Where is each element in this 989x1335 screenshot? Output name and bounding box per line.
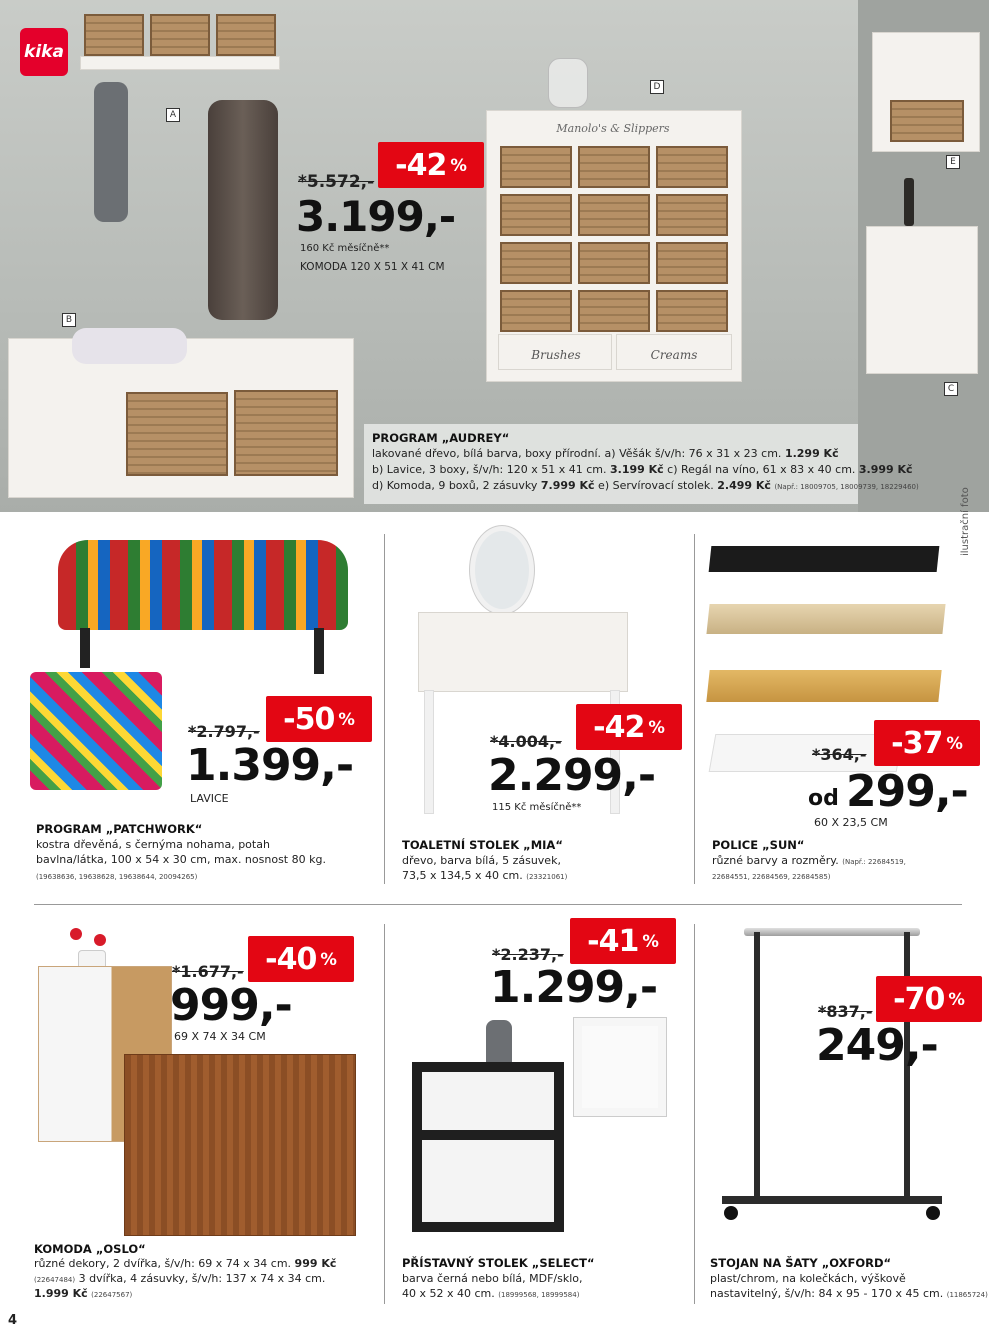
pillow-image [72,328,187,364]
shelf-black-image [709,546,940,572]
sun-discount-value: -37 [891,725,943,761]
oslo-desc3-row [34,1287,132,1302]
cart-crate [890,100,964,142]
hero-desc-line2b-price: 3.999 Kč [858,463,913,476]
dresser-crate [656,194,728,236]
patchwork-codes: (19638636, 19638628, 19638644, 20094265) [36,873,198,881]
hero-discount-badge [378,142,484,188]
mia-sub: 115 Kč měsíčně** [492,802,582,813]
kika-logo: kika [20,28,68,76]
hero-banner [0,0,989,512]
oxford-title: STOJAN NA ŠATY „OXFORD“ [710,1256,892,1270]
hero-monthly: 160 Kč měsíčně** [300,243,390,254]
bench-leg-left [80,628,90,668]
mia-discount-badge [576,704,682,750]
sun-new-price: 299,- [846,766,968,817]
hero-desc-line2-price: 3.199 Kč [609,463,664,476]
select-black-table-shelf [420,1130,556,1140]
coat-image [208,100,278,320]
oslo-discount-badge [248,936,354,982]
oxford-old-price: *837,- [818,1002,873,1021]
patchwork-old-price: *2.797,- [188,722,260,741]
hero-desc-line3b-price: 2.499 Kč [717,479,771,492]
patchwork-new-price: 1.399,- [186,740,354,791]
column-divider-3 [384,924,385,1304]
select-desc2: 40 x 52 x 40 cm. [402,1287,495,1300]
sun-sub: 60 X 23,5 CM [814,816,888,829]
patchwork-ottoman-image [30,672,162,790]
patchwork-bench-image [58,540,348,630]
mia-table-image [418,612,628,692]
patchwork-discount-percent: % [338,709,355,729]
hero-desc-line3-price: 7.999 Kč [540,479,595,492]
mia-discount-percent: % [648,717,665,737]
mia-desc2-row [402,869,567,884]
bench-leg-right [314,628,324,674]
patchwork-desc1: kostra dřevěná, s černýma nohama, potah [36,838,270,851]
bench-crate-2 [234,390,338,476]
patchwork-desc2: bavlna/látka, 100 x 54 x 30 cm, max. nosnost 80 kg. [36,853,326,866]
row-divider [34,904,962,905]
oxford-codes: (11865724) [946,1291,988,1299]
dresser-crate [578,290,650,332]
select-white-table-image [574,1018,666,1116]
dresser-drawer-right: Creams [650,348,698,362]
patchwork-discount-badge [266,696,372,742]
wine-bottle-image [904,178,914,226]
select-vase-image [486,1020,512,1068]
oslo-codes-b: (22647567) [91,1291,133,1299]
dresser-crate [656,242,728,284]
dresser-crate [500,242,572,284]
label-letter-d: D [650,80,664,94]
oslo-desc3-price: 1.999 Kč [34,1287,88,1300]
dresser-drawer-left: Brushes [531,348,581,362]
mia-mirror-image [470,526,534,614]
dresser-crate [578,194,650,236]
oxford-discount-badge [876,976,982,1022]
oslo-desc1: různé dekory, 2 dvířka, š/v/h: 69 x 74 x 34 cm. [34,1257,295,1270]
shelf-oak-image [706,670,941,702]
mia-new-price: 2.299,- [488,750,656,801]
hero-new-price: 3.199,- [296,192,456,241]
hero-desc-line3b-text: e) Servírovací stolek. [594,479,718,492]
oslo-discount-value: -40 [265,941,317,977]
select-old-price: *2.237,- [492,945,564,964]
sun-old-price: *364,- [812,745,867,764]
select-desc1: barva černá nebo bílá, MDF/sklo, [402,1272,583,1285]
label-letter-c: C [944,382,958,396]
mia-old-price: *4.004,- [490,732,562,751]
oxford-new-price: 249,- [816,1020,938,1071]
oslo-new-price: 999,- [170,980,292,1031]
dresser-crate [578,146,650,188]
hero-desc-line2 [372,463,913,477]
oxford-desc2-row [710,1287,988,1302]
select-title: PŘÍSTAVNÝ STOLEK „SELECT“ [402,1256,595,1270]
sun-codes2: 22684551, 22684569, 22684585) [712,873,831,881]
label-letter-b: B [62,313,76,327]
sun-codes1: (Např.: 22684519, [842,858,906,866]
dresser-top-text: Manolo's & Slippers [556,122,670,135]
flower-1 [70,928,82,940]
rack-top-bar [744,928,920,936]
select-black-table-image [412,1062,564,1232]
select-discount-percent: % [642,931,659,951]
sun-price-prefix: od [808,786,839,811]
wall-shelf [80,56,280,70]
mia-desc2: 73,5 x 134,5 x 40 cm. [402,869,523,882]
hero-old-price: *5.572,- [298,172,375,192]
hero-desc-line3 [372,479,919,494]
dresser-crate [656,290,728,332]
hero-desc-line2-text: b) Lavice, 3 boxy, š/v/h: 120 x 51 x 41 cm. [372,463,610,476]
hero-dimension: KOMODA 120 X 51 X 41 CM [300,261,445,273]
select-codes: (18999568, 18999584) [498,1291,580,1299]
hero-desc-line1 [372,447,839,461]
patchwork-sub: LAVICE [190,792,229,805]
column-divider-2 [694,534,695,884]
select-new-price: 1.299,- [490,962,658,1013]
dresser-crate [500,290,572,332]
oxford-discount-value: -70 [893,981,945,1017]
sun-desc1-row [712,854,906,869]
hero-discount-value: -42 [395,147,447,183]
hero-desc-line1-price: 1.299 Kč [784,447,839,460]
rack-pole-left [754,932,760,1202]
shelf-crate-2 [150,14,210,56]
oslo-large-cabinet-image [124,1054,356,1236]
oslo-discount-percent: % [320,949,337,969]
oslo-desc2: 3 dvířka, 4 zásuvky, š/v/h: 137 x 74 x 34 cm. [75,1272,326,1285]
shelf-crate-3 [216,14,276,56]
oslo-codes-a: (22647484) [34,1276,76,1284]
mia-desc1: dřevo, barva bílá, 5 zásuvek, [402,854,561,867]
shelf-oak-light-image [706,604,945,634]
dresser-crate [656,146,728,188]
scarf-image [94,82,128,222]
patchwork-discount-value: -50 [283,701,335,737]
mia-title: TOALETNÍ STOLEK „MIA“ [402,838,563,852]
oslo-sub: 69 X 74 X 34 CM [174,1030,266,1043]
hero-desc-line2b-text: c) Regál na víno, 61 x 83 x 40 cm. [663,463,859,476]
oslo-title: KOMODA „OSLO“ [34,1242,146,1256]
oxford-desc1: plast/chrom, na kolečkách, výškově [710,1272,906,1285]
oslo-old-price: *1.677,- [172,962,244,981]
sun-title: POLICE „SUN“ [712,838,805,852]
dresser-crate [500,146,572,188]
hero-desc-codes: (Např.: 18009705, 18009739, 18229460) [774,483,919,491]
sun-desc1: různé barvy a rozměry. [712,854,839,867]
bench-crate-1 [126,392,228,476]
label-letter-a: A [166,108,180,122]
wine-rack-image [866,226,978,374]
dresser-crate [578,242,650,284]
hero-discount-percent: % [450,155,467,175]
hero-desc-line3-text: d) Komoda, 9 boxů, 2 zásuvky [372,479,541,492]
select-discount-value: -41 [587,923,639,959]
hero-program-title: PROGRAM „AUDREY“ [372,431,510,445]
mia-discount-value: -42 [593,709,645,745]
mia-leg-left [424,690,434,814]
flower-2 [94,934,106,946]
patchwork-title: PROGRAM „PATCHWORK“ [36,822,203,836]
jar-image [548,58,588,108]
rack-wheel-right [926,1206,940,1220]
oxford-desc2: nastavitelný, š/v/h: 84 x 95 - 170 x 45 cm. [710,1287,944,1300]
rack-base [722,1196,942,1204]
select-desc2-row [402,1287,579,1302]
mia-codes: (23321061) [526,873,568,881]
illustration-note: ilustrační foto [960,487,971,556]
sun-discount-percent: % [946,733,963,753]
column-divider-1 [384,534,385,884]
shelf-crate-1 [84,14,144,56]
oslo-desc1-price: 999 Kč [294,1257,337,1270]
oslo-desc1-row [34,1257,336,1271]
hero-desc-line1-text: lakované dřevo, bílá barva, boxy přírodní. a) Věšák š/v/h: 76 x 31 x 23 cm. [372,447,785,460]
oxford-discount-percent: % [948,989,965,1009]
oslo-desc2-row [34,1272,325,1287]
select-discount-badge [570,918,676,964]
label-letter-e: E [946,155,960,169]
page-number: 4 [8,1313,18,1328]
dresser-crate [500,194,572,236]
sun-discount-badge [874,720,980,766]
flowers-image [68,926,112,970]
column-divider-4 [694,924,695,1304]
rack-wheel-left [724,1206,738,1220]
